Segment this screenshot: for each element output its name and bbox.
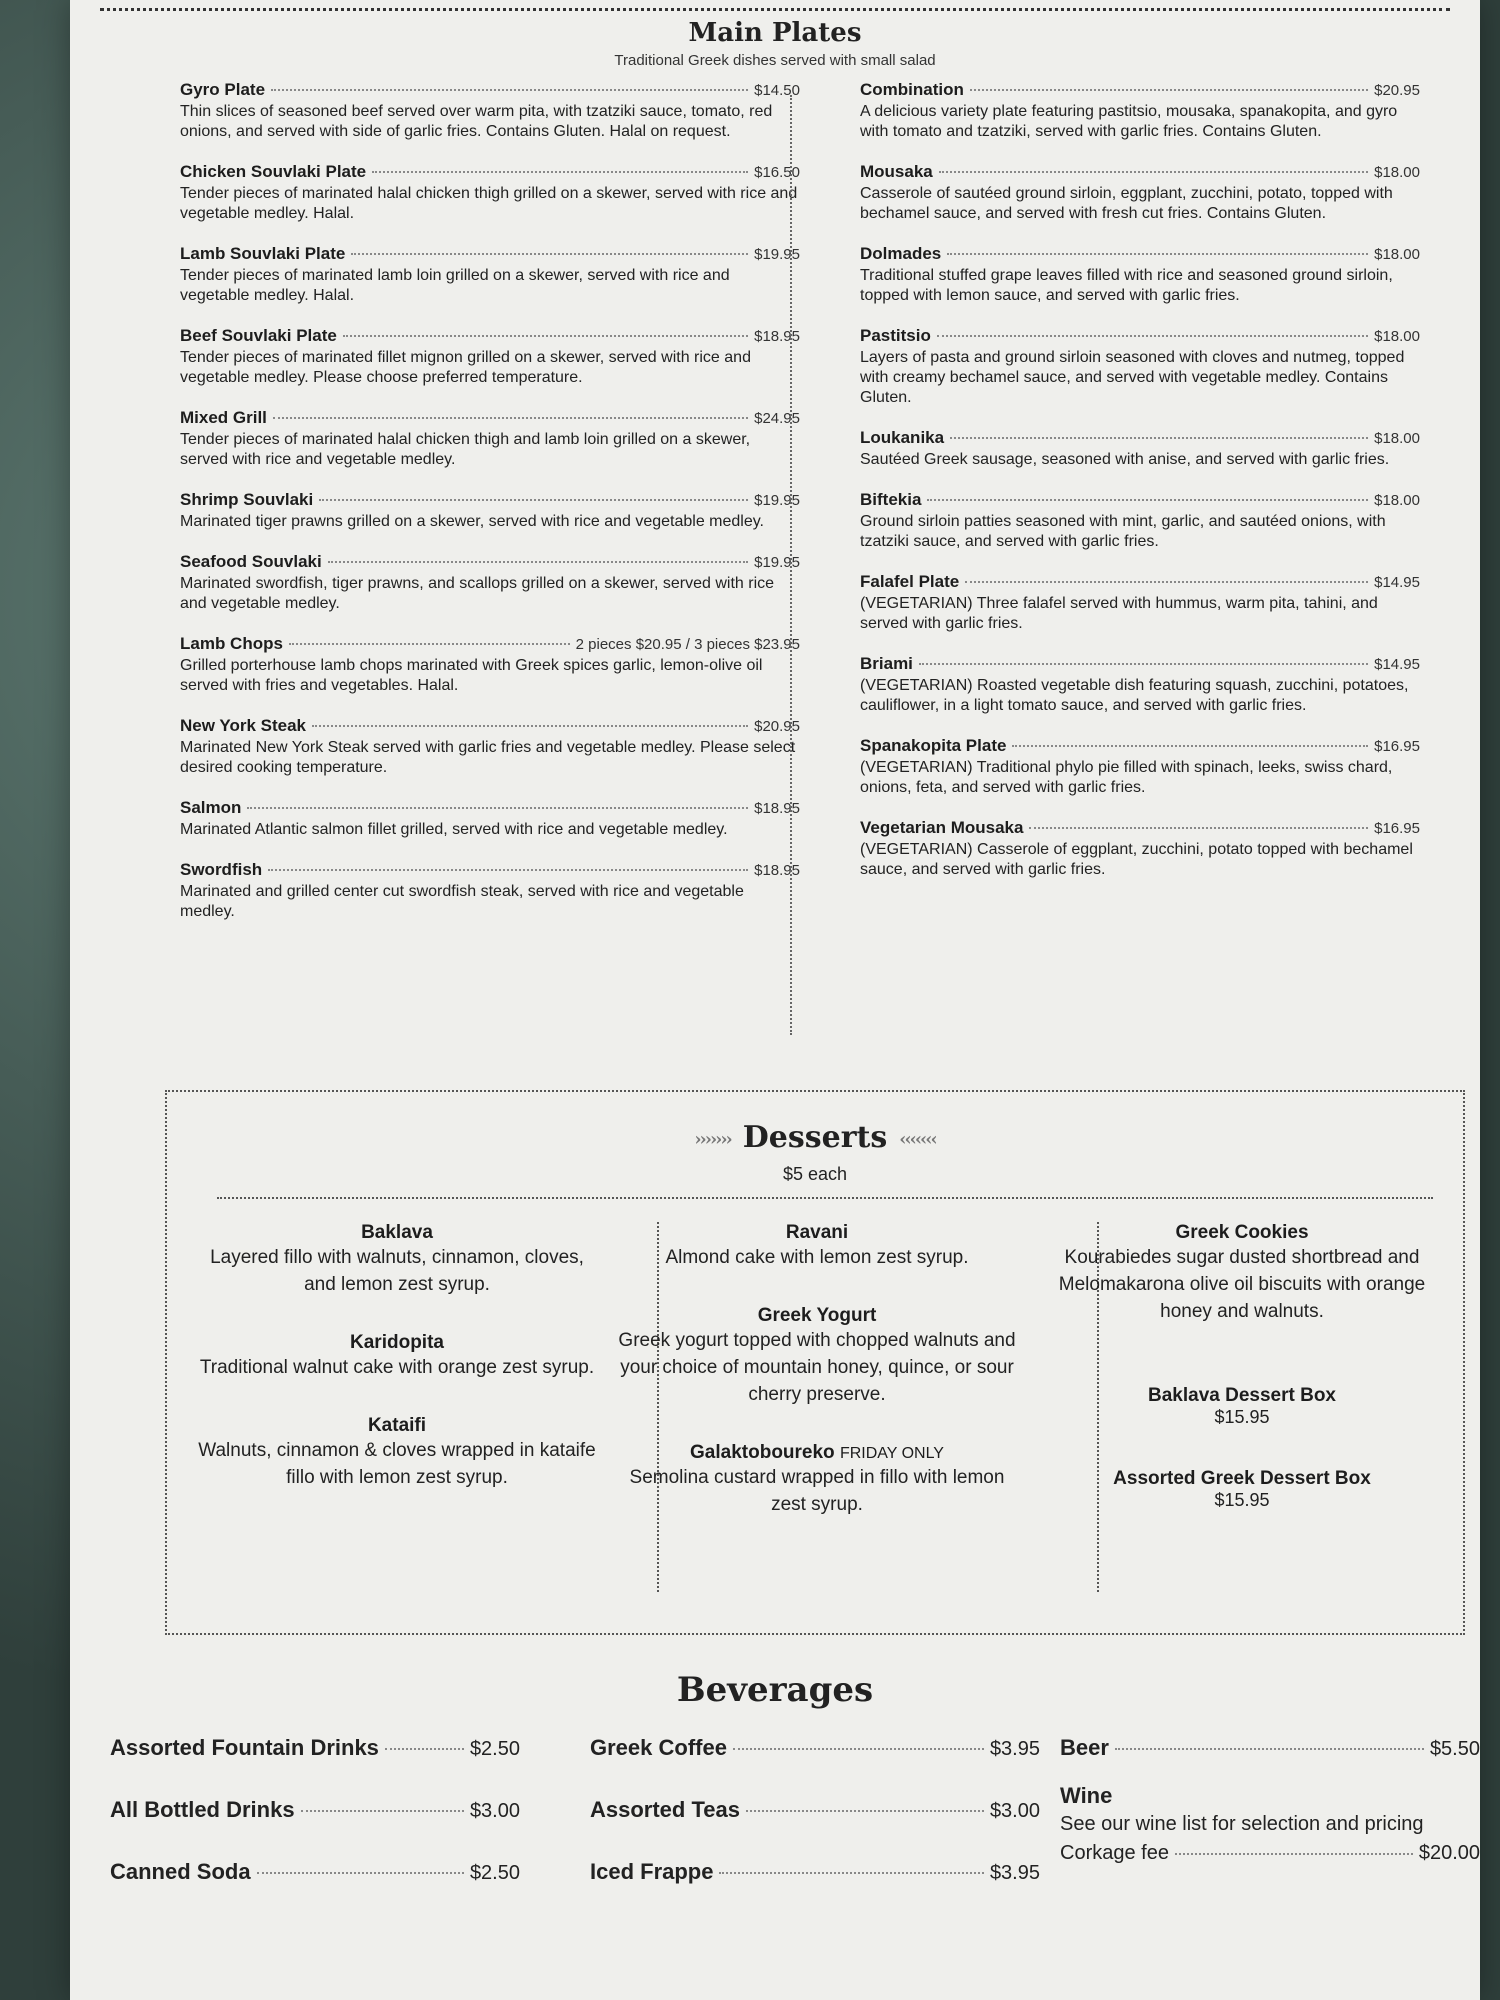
item-description: (VEGETARIAN) Roasted vegetable dish featuring squash, zucchini, potatoes, cauliflower, in a light tomato sauce, and served with garlic fries. <box>860 677 1409 714</box>
leader-dots <box>970 89 1368 91</box>
dessert-description: Layered fillo with walnuts, cinnamon, cloves, and lemon zest syrup. <box>210 1247 584 1295</box>
dessert-name: Baklava Dessert Box <box>1148 1385 1336 1406</box>
dessert-description: Almond cake with lemon zest syrup. <box>665 1247 969 1268</box>
leader-dots <box>1175 1853 1413 1855</box>
leader-dots <box>937 335 1368 337</box>
menu-item <box>860 736 1420 798</box>
corkage-row <box>1060 1842 1480 1865</box>
item-description: Tender pieces of marinated halal chicken thigh and lamb loin grilled on a skewer, served with rice and vegetable medley. <box>180 431 751 468</box>
leader-dots <box>919 663 1368 665</box>
item-name: Spanakopita Plate <box>860 736 1007 755</box>
beverage-item <box>110 1859 520 1885</box>
menu-item <box>860 80 1420 142</box>
item-name: Briami <box>860 654 913 673</box>
leader-dots <box>319 499 748 501</box>
item-name: Combination <box>860 80 964 99</box>
beverage-name: Iced Frappe <box>590 1859 714 1884</box>
leader-dots <box>301 1810 464 1812</box>
menu-item <box>860 490 1420 552</box>
item-price: $18.95 <box>754 862 800 879</box>
main-plates-subtitle: Traditional Greek dishes served with small salad <box>614 52 936 69</box>
main-plates-title: Main Plates <box>688 18 862 48</box>
item-name: Mousaka <box>860 162 933 181</box>
item-description: Tender pieces of marinated halal chicken thigh grilled on a skewer, served with rice and vegetable medley. Halal. <box>180 185 798 222</box>
corkage-label: Corkage fee <box>1060 1842 1169 1864</box>
item-description: A delicious variety plate featuring pastitsio, mousaka, spanakopita, and gyro with tomato and tzatziki, served with garlic fries. Contains Gluten. <box>860 103 1398 140</box>
item-description: Tender pieces of marinated fillet mignon grilled on a skewer, served with rice and vegetable medley. Please choose preferred temperature. <box>180 349 751 386</box>
dessert-item <box>197 1332 597 1381</box>
item-name: New York Steak <box>180 716 306 735</box>
leader-dots <box>1115 1748 1424 1750</box>
dessert-description: Greek yogurt topped with chopped walnuts and your choice of mountain honey, quince, or sour cherry preserve. <box>618 1330 1016 1405</box>
item-price: 2 pieces $20.95 / 3 pieces $23.95 <box>575 636 800 653</box>
beverage-item <box>1060 1735 1480 1761</box>
item-name: Chicken Souvlaki Plate <box>180 162 367 181</box>
item-name: Vegetarian Mousaka <box>860 818 1024 837</box>
menu-page <box>70 0 1480 2000</box>
dessert-item <box>197 1415 597 1491</box>
desserts-column-1 <box>197 1222 597 1525</box>
beverage-price: $5.50 <box>1429 1738 1480 1760</box>
item-description: (VEGETARIAN) Casserole of eggplant, zucchini, potato topped with bechamel sauce, and served with garlic fries. <box>860 841 1413 878</box>
leader-dots <box>965 581 1368 583</box>
item-description: (VEGETARIAN) Three falafel served with hummus, warm pita, tahini, and served with garlic fries. <box>860 595 1378 632</box>
menu-item <box>180 408 800 470</box>
beverage-name: Assorted Fountain Drinks <box>110 1735 379 1760</box>
item-price: $18.95 <box>754 328 800 345</box>
beverages-column-3 <box>1060 1735 1480 1865</box>
beverages-column-2 <box>590 1735 1040 1921</box>
item-price: $19.95 <box>754 554 800 571</box>
leader-dots <box>351 253 748 255</box>
item-description: Sautéed Greek sausage, seasoned with anise, and served with garlic fries. <box>860 451 1390 468</box>
item-price: $24.95 <box>754 410 800 427</box>
dessert-description: Traditional walnut cake with orange zest syrup. <box>199 1357 595 1378</box>
leader-dots <box>1012 745 1368 747</box>
beverage-price: $3.95 <box>989 1738 1040 1760</box>
item-name: Biftekia <box>860 490 922 509</box>
beverage-name: Greek Coffee <box>590 1735 727 1760</box>
leader-dots <box>257 1872 464 1874</box>
item-name: Lamb Chops <box>180 634 283 653</box>
beverage-price: $2.50 <box>469 1738 520 1760</box>
menu-item <box>180 244 800 306</box>
beverage-price: $2.50 <box>469 1862 520 1884</box>
desserts-column-2 <box>612 1222 1022 1552</box>
beverage-name: All Bottled Drinks <box>110 1797 295 1822</box>
dessert-name: Karidopita <box>350 1332 444 1353</box>
leader-dots <box>947 253 1368 255</box>
leader-dots <box>927 499 1368 501</box>
menu-item <box>180 490 800 532</box>
menu-item <box>180 716 800 778</box>
dessert-name: Galaktoboureko <box>690 1442 835 1463</box>
item-description: Casserole of sautéed ground sirloin, eggplant, zucchini, potato, topped with bechamel sauce, and served with fresh cut fries. Contains Gluten. <box>860 185 1393 222</box>
dessert-name: Assorted Greek Dessert Box <box>1113 1468 1371 1489</box>
desserts-column-3 <box>1052 1222 1432 1545</box>
menu-item <box>180 860 800 922</box>
leader-dots <box>719 1872 983 1874</box>
chevrons-right-icon: ››››››› <box>694 1128 731 1150</box>
top-border <box>100 0 1450 11</box>
beverage-name: Canned Soda <box>110 1859 251 1884</box>
beverage-name: Beer <box>1060 1735 1109 1760</box>
wine-description: See our wine list for selection and pricing <box>1060 1813 1424 1835</box>
item-name: Shrimp Souvlaki <box>180 490 314 509</box>
beverages-title: Beverages <box>676 1670 874 1710</box>
dessert-name: Greek Cookies <box>1175 1222 1309 1243</box>
dessert-item <box>1052 1222 1432 1325</box>
leader-dots <box>289 643 570 645</box>
beverage-item <box>590 1797 1040 1823</box>
column-divider <box>790 95 792 1035</box>
item-name: Falafel Plate <box>860 572 960 591</box>
beverage-item <box>110 1797 520 1823</box>
beverage-price: $3.00 <box>989 1800 1040 1822</box>
item-price: $14.95 <box>1374 656 1420 673</box>
leader-dots <box>1029 827 1368 829</box>
desserts-title: Desserts <box>742 1120 888 1155</box>
leader-dots <box>273 417 748 419</box>
beverage-item <box>590 1735 1040 1761</box>
item-price: $18.95 <box>754 800 800 817</box>
dessert-item <box>612 1305 1022 1408</box>
leader-dots <box>950 437 1368 439</box>
item-description: Marinated swordfish, tiger prawns, and scallops grilled on a skewer, served with rice and vegetable medley. <box>180 575 775 612</box>
beverages-column-1 <box>110 1735 520 1921</box>
menu-item <box>860 572 1420 634</box>
leader-dots <box>733 1748 984 1750</box>
menu-item <box>860 818 1420 880</box>
leader-dots <box>328 561 748 563</box>
dessert-description: Walnuts, cinnamon & cloves wrapped in kataife fillo with lemon zest syrup. <box>198 1440 596 1488</box>
dessert-tag: FRIDAY ONLY <box>839 1445 944 1462</box>
chevrons-left-icon: ‹‹‹‹‹‹‹ <box>899 1128 936 1150</box>
item-description: Marinated Atlantic salmon fillet grilled, served with rice and vegetable medley. <box>180 821 728 838</box>
menu-item <box>860 162 1420 224</box>
item-name: Seafood Souvlaki <box>180 552 322 571</box>
beverage-price: $3.00 <box>469 1800 520 1822</box>
dessert-description: Kourabiedes sugar dusted shortbread and Melomakarona olive oil biscuits with orange honey and walnuts. <box>1058 1247 1426 1322</box>
leader-dots <box>385 1748 464 1750</box>
dessert-item <box>612 1442 1022 1518</box>
item-name: Pastitsio <box>860 326 931 345</box>
menu-item <box>180 634 800 696</box>
dessert-price: $15.95 <box>1214 1490 1270 1510</box>
item-name: Beef Souvlaki Plate <box>180 326 337 345</box>
beverage-price: $3.95 <box>989 1862 1040 1884</box>
item-name: Salmon <box>180 798 242 817</box>
item-description: Marinated tiger prawns grilled on a skewer, served with rice and vegetable medley. <box>180 513 764 530</box>
item-name: Lamb Souvlaki Plate <box>180 244 346 263</box>
item-price: $18.00 <box>1374 328 1420 345</box>
menu-item <box>860 326 1420 408</box>
dessert-name: Greek Yogurt <box>757 1305 877 1326</box>
dessert-name: Ravani <box>785 1222 849 1243</box>
item-price: $20.95 <box>1374 82 1420 99</box>
item-description: Grilled porterhouse lamb chops marinated with Greek spices garlic, lemon-olive oil served with fries and vegetables. Halal. <box>180 657 763 694</box>
item-price: $16.50 <box>754 164 800 181</box>
beverage-item <box>590 1859 1040 1885</box>
item-price: $19.95 <box>754 246 800 263</box>
menu-item <box>860 654 1420 716</box>
item-description: Marinated and grilled center cut swordfish steak, served with rice and vegetable medley. <box>180 883 744 920</box>
item-price: $14.50 <box>754 82 800 99</box>
leader-dots <box>312 725 748 727</box>
desserts-subtitle: $5 each <box>782 1164 848 1184</box>
item-name: Loukanika <box>860 428 945 447</box>
item-description: Thin slices of seasoned beef served over warm pita, with tzatziki sauce, tomato, red onions, and served with side of garlic fries. Contains Gluten. Halal on request. <box>180 103 773 140</box>
main-plates-right-column <box>860 80 1420 900</box>
menu-item <box>180 798 800 840</box>
leader-dots <box>372 171 748 173</box>
item-price: $19.95 <box>754 492 800 509</box>
item-price: $16.95 <box>1374 820 1420 837</box>
item-name: Mixed Grill <box>180 408 267 427</box>
dessert-description: Semolina custard wrapped in fillo with lemon zest syrup. <box>629 1467 1005 1515</box>
menu-item <box>860 428 1420 470</box>
menu-item <box>180 162 800 224</box>
leader-dots <box>343 335 748 337</box>
beverage-name: Assorted Teas <box>590 1797 740 1822</box>
item-price: $18.00 <box>1374 492 1420 509</box>
dessert-item <box>197 1222 597 1298</box>
item-description: Ground sirloin patties seasoned with mint, garlic, and sautéed onions, with tzatziki sauce, and served with garlic fries. <box>860 513 1386 550</box>
dessert-name-row <box>612 1442 1022 1464</box>
item-description: Marinated New York Steak served with garlic fries and vegetable medley. Please select desired cooking temperature. <box>180 739 796 776</box>
dessert-item <box>1052 1468 1432 1511</box>
wine-name: Wine <box>1060 1783 1113 1808</box>
main-plates-left-column <box>180 80 800 942</box>
item-price: $20.95 <box>754 718 800 735</box>
item-description: (VEGETARIAN) Traditional phylo pie filled with spinach, leeks, swiss chard, onions, feta, and served with garlic fries. <box>860 759 1393 796</box>
item-name: Dolmades <box>860 244 942 263</box>
leader-dots <box>268 869 748 871</box>
leader-dots <box>247 807 748 809</box>
dessert-name: Kataifi <box>367 1415 427 1436</box>
dessert-price: $15.95 <box>1214 1407 1270 1427</box>
item-name: Swordfish <box>180 860 263 879</box>
menu-item <box>180 80 800 142</box>
desserts-divider <box>217 1197 1433 1199</box>
item-description: Traditional stuffed grape leaves filled with rice and seasoned ground sirloin, topped with lemon sauce, and served with garlic fries. <box>860 267 1393 304</box>
item-price: $18.00 <box>1374 430 1420 447</box>
desserts-title-row <box>167 1120 1463 1155</box>
beverage-item <box>110 1735 520 1761</box>
item-price: $14.95 <box>1374 574 1420 591</box>
leader-dots <box>939 171 1368 173</box>
dessert-item <box>1052 1385 1432 1428</box>
dessert-item <box>612 1222 1022 1271</box>
corkage-price: $20.00 <box>1418 1842 1480 1864</box>
menu-item <box>860 244 1420 306</box>
item-price: $18.00 <box>1374 246 1420 263</box>
menu-item <box>180 552 800 614</box>
item-price: $16.95 <box>1374 738 1420 755</box>
item-price: $18.00 <box>1374 164 1420 181</box>
menu-item <box>180 326 800 388</box>
item-name: Gyro Plate <box>180 80 266 99</box>
desserts-section <box>165 1090 1465 1635</box>
leader-dots <box>746 1810 984 1812</box>
dessert-name: Baklava <box>361 1222 433 1243</box>
item-description: Tender pieces of marinated lamb loin grilled on a skewer, served with rice and vegetable medley. Halal. <box>180 267 730 304</box>
item-description: Layers of pasta and ground sirloin seasoned with cloves and nutmeg, topped with creamy bechamel sauce, and served with vegetable medley. Contains Gluten. <box>860 349 1405 406</box>
leader-dots <box>271 89 748 91</box>
